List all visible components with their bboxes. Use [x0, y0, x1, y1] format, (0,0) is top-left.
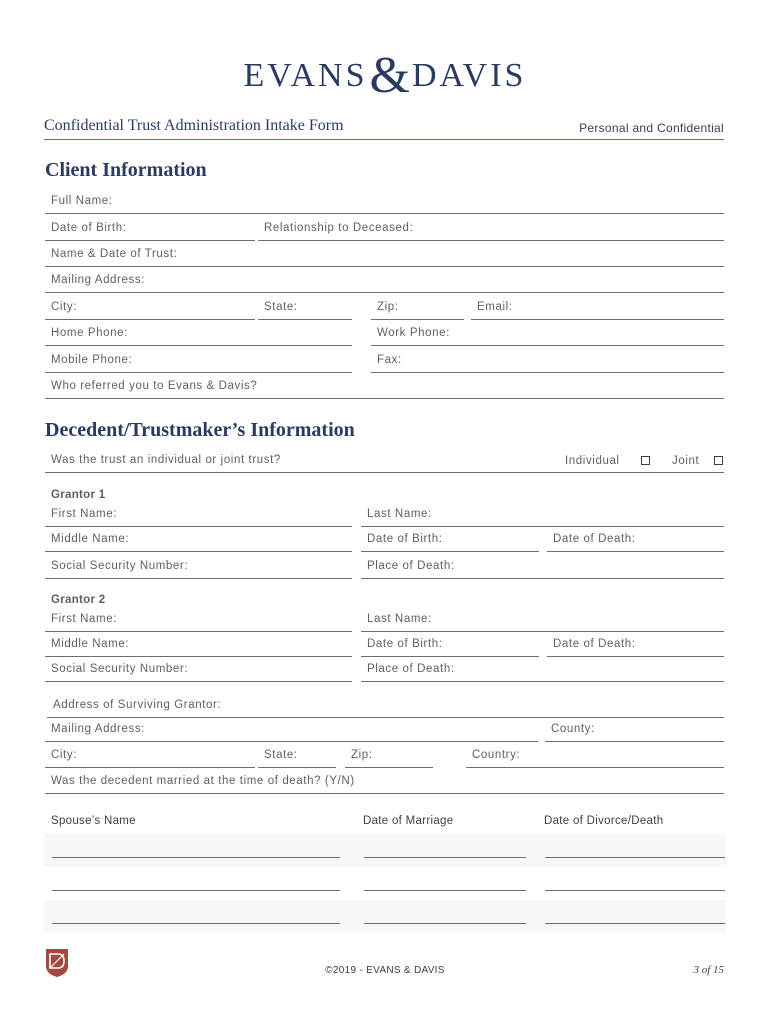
footer-copyright: ©2019 - EVANS & DAVIS: [325, 965, 445, 976]
g2-first-name-field[interactable]: First Name:: [45, 606, 352, 632]
divorce-date-input-1[interactable]: [545, 857, 725, 858]
col-header-spouse-name: Spouse’s Name: [51, 815, 136, 827]
married-question-field[interactable]: Was the decedent married at the time of death? (Y/N): [45, 768, 724, 794]
table-row: [44, 834, 726, 867]
col-header-date-of-divorce: Date of Divorce/Death: [544, 815, 664, 827]
g1-place-of-death-field[interactable]: Place of Death:: [361, 553, 724, 579]
client-zip-field[interactable]: Zip:: [371, 294, 464, 320]
section-title-decedent: Decedent/Trustmaker’s Information: [45, 419, 355, 441]
client-mailing-field[interactable]: Mailing Address:: [45, 267, 724, 293]
g2-dod-field[interactable]: Date of Death:: [547, 631, 724, 657]
company-logo: [0, 44, 770, 104]
divorce-date-input-3[interactable]: [545, 923, 725, 924]
g2-place-of-death-field[interactable]: Place of Death:: [361, 656, 724, 682]
surviving-grantor-address-field[interactable]: Address of Surviving Grantor:: [47, 692, 724, 718]
client-city-field[interactable]: City:: [45, 294, 255, 320]
home-phone-field[interactable]: Home Phone:: [45, 320, 352, 346]
col-header-date-of-marriage: Date of Marriage: [363, 815, 454, 827]
mobile-phone-field[interactable]: Mobile Phone:: [45, 347, 352, 373]
work-phone-field[interactable]: Work Phone:: [371, 320, 724, 346]
g2-middle-name-field[interactable]: Middle Name:: [45, 631, 352, 657]
surviving-state-field[interactable]: State:: [258, 742, 336, 768]
full-name-field[interactable]: Full Name:: [45, 188, 724, 214]
relationship-field[interactable]: Relationship to Deceased:: [258, 215, 724, 241]
surviving-mailing-field[interactable]: Mailing Address:: [45, 716, 538, 742]
g1-middle-name-field[interactable]: Middle Name:: [45, 526, 352, 552]
logo-text-evans: EVANS: [243, 57, 368, 94]
spouse-name-input-3[interactable]: [52, 923, 340, 924]
logo-ampersand: &: [369, 47, 410, 104]
g1-first-name-field[interactable]: First Name:: [45, 501, 352, 527]
logo-text-davis: DAVIS: [411, 57, 527, 94]
client-email-field[interactable]: Email:: [471, 294, 724, 320]
marriage-date-input-1[interactable]: [364, 857, 526, 858]
trust-name-field[interactable]: Name & Date of Trust:: [45, 241, 724, 267]
trust-type-question: Was the trust an individual or joint trust?: [45, 447, 724, 473]
surviving-city-field[interactable]: City:: [45, 742, 255, 768]
surviving-county-field[interactable]: County:: [545, 716, 724, 742]
marriage-date-input-2[interactable]: [364, 890, 526, 891]
confidential-label: Personal and Confidential: [579, 121, 724, 135]
g2-dob-field[interactable]: Date of Birth:: [361, 631, 539, 657]
divorce-date-input-2[interactable]: [545, 890, 725, 891]
g1-last-name-field[interactable]: Last Name:: [361, 501, 724, 527]
g2-ssn-field[interactable]: Social Security Number:: [45, 656, 352, 682]
option-joint-label: Joint: [672, 455, 700, 467]
section-title-client: Client Information: [45, 159, 207, 181]
option-individual-label: Individual: [565, 455, 620, 467]
spouse-name-input-1[interactable]: [52, 857, 340, 858]
referred-by-field[interactable]: Who referred you to Evans & Davis?: [45, 373, 724, 399]
g1-dod-field[interactable]: Date of Death:: [547, 526, 724, 552]
spouse-name-input-2[interactable]: [52, 890, 340, 891]
g1-ssn-field[interactable]: Social Security Number:: [45, 553, 352, 579]
grantor-1-heading: Grantor 1: [51, 489, 106, 501]
individual-checkbox[interactable]: [641, 456, 650, 465]
joint-checkbox[interactable]: [714, 456, 723, 465]
header-divider: [44, 139, 724, 140]
surviving-zip-field[interactable]: Zip:: [345, 742, 433, 768]
client-state-field[interactable]: State:: [258, 294, 352, 320]
g1-dob-field[interactable]: Date of Birth:: [361, 526, 539, 552]
form-title: Confidential Trust Administration Intake Form: [44, 117, 344, 134]
surviving-country-field[interactable]: Country:: [466, 742, 724, 768]
table-row: [44, 900, 726, 933]
page-number: 3 of 15: [693, 964, 724, 976]
grantor-2-heading: Grantor 2: [51, 594, 106, 606]
fax-field[interactable]: Fax:: [371, 347, 724, 373]
marriage-date-input-3[interactable]: [364, 923, 526, 924]
client-dob-field[interactable]: Date of Birth:: [45, 215, 255, 241]
g2-last-name-field[interactable]: Last Name:: [361, 606, 724, 632]
